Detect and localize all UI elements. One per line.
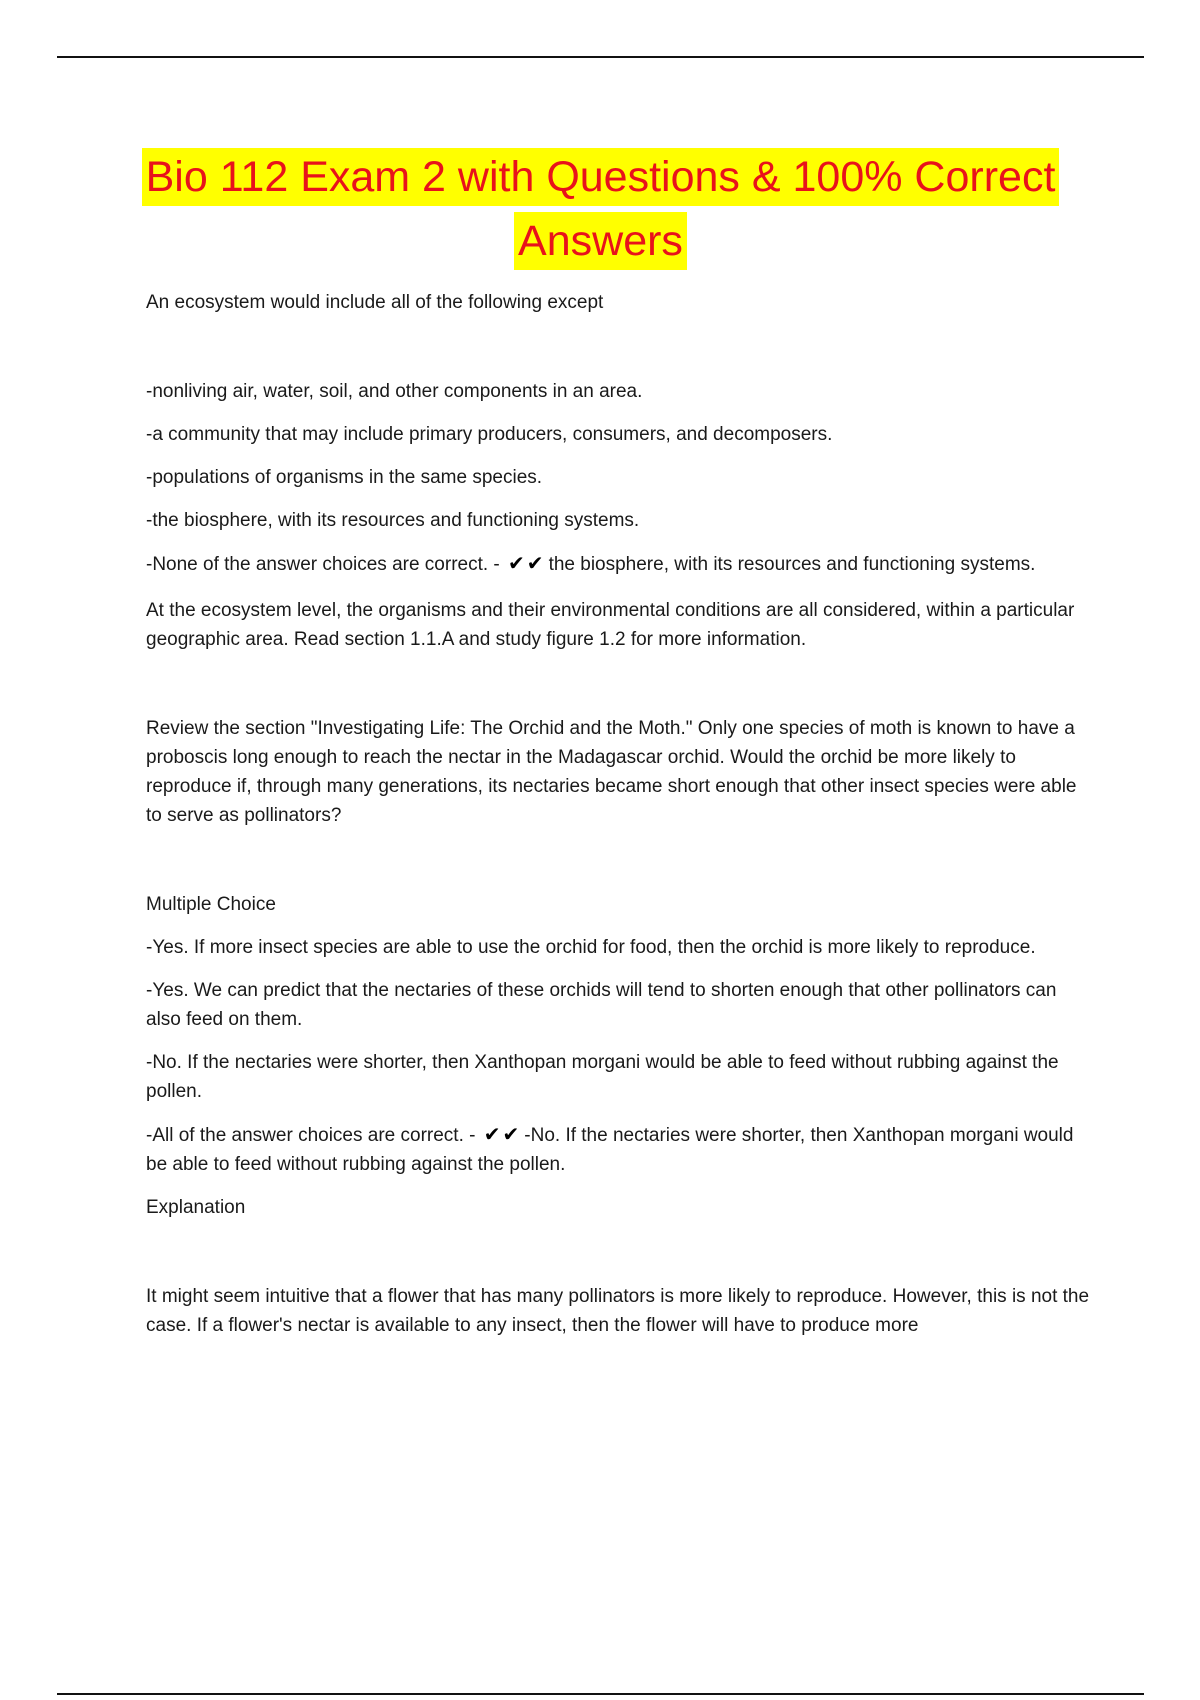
q2-final-option-text: -All of the answer choices are correct. - [146,1125,476,1146]
q1-option-4: -the biosphere, with its resources and functioning systems. [146,510,640,531]
checkmark-icon: ✔✔ [483,1122,522,1146]
q1-option-2: -a community that may include primary producers, consumers, and decomposers. [146,424,833,445]
q2-answer: -No. If the nectaries were shorter, then Xanthopan morgani would be able to feed without rubbing against the pollen. [146,1125,1074,1175]
q2-explanation: It might seem intuitive that a flower that has many pollinators is more likely to reproduce. However, this is not the case. If a flower's nectar is available to any insect, then the flower will have to produce more [146,1286,1090,1336]
document-title [57,148,1144,270]
document-body [146,288,1096,1340]
q1-explanation: At the ecosystem level, the organisms and their environmental conditions are all considered, within a particular geographic area. Read section 1.1.A and study figure 1.2 for more information. [146,600,1075,650]
q2-option-2: -Yes. We can predict that the nectaries of these orchids will tend to shorten enough that other pollinators can also feed on them. [146,980,1057,1030]
question-2-prompt: Review the section "Investigating Life: The Orchid and the Moth." Only one species of moth is known to have a proboscis long enough to reach the nectar in the Madagascar orchid. Would the orchid be more likely to reproduce if, through many generations, its nectaries became short enough that other insect species were able to serve as pollinators? [146,718,1077,826]
checkmark-icon: ✔✔ [508,551,546,575]
header-rule [57,56,1144,58]
footer-rule [57,1693,1144,1695]
q1-option-3: -populations of organisms in the same species. [146,467,543,488]
q2-option-3: -No. If the nectaries were shorter, then Xanthopan morgani would be able to feed without rubbing against the pollen. [146,1052,1059,1102]
q1-final-option [146,549,1096,579]
q1-option-1: -nonliving air, water, soil, and other components in an area. [146,381,643,402]
q1-answer: the biosphere, with its resources and functioning systems. [548,554,1036,575]
spacer [146,317,1096,377]
q2-final-option [146,1120,1096,1179]
title-line-1: Bio 112 Exam 2 with Questions & 100% Correct [142,148,1060,206]
question-1-prompt: An ecosystem would include all of the following except [146,292,604,313]
q2-option-1: -Yes. If more insect species are able to use the orchid for food, then the orchid is more likely to reproduce. [146,937,1036,958]
q2-type-label: Multiple Choice [146,894,276,915]
q1-final-option-text: -None of the answer choices are correct. - [146,554,500,575]
spacer [146,654,1096,714]
spacer [146,830,1096,890]
spacer [146,1222,1096,1282]
title-line-2: Answers [514,212,687,270]
q2-explanation-label: Explanation [146,1197,246,1218]
